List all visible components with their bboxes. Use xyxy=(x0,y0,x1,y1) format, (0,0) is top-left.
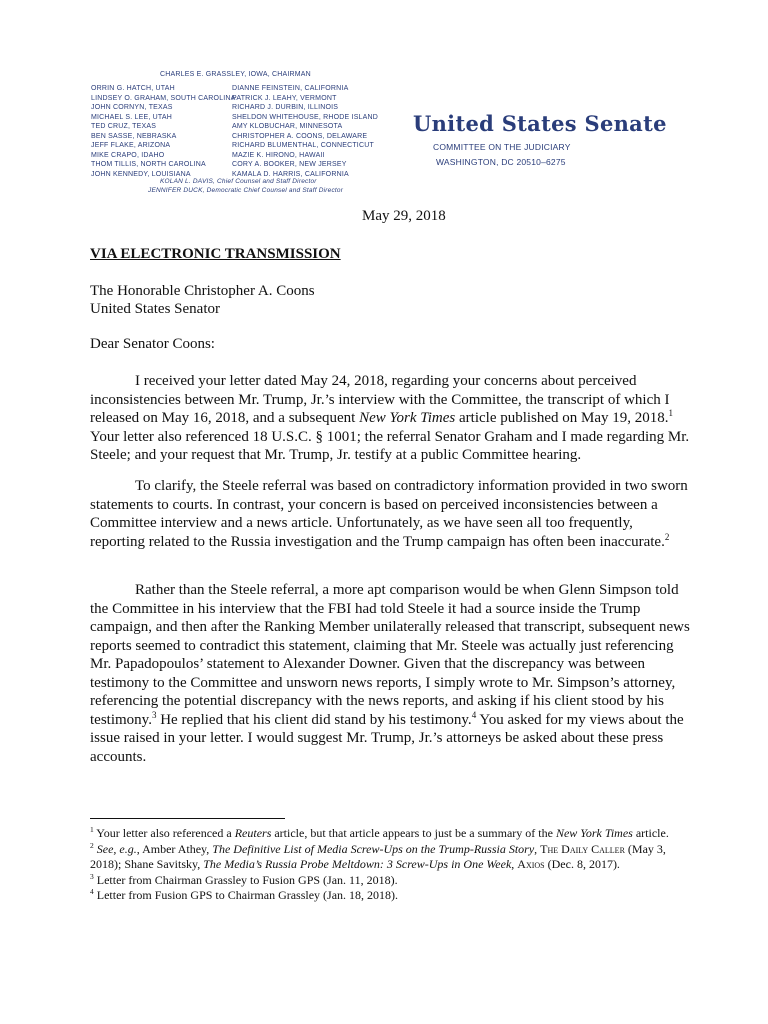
footnote-4: $^4$ Letter from Fusion GPS to Chairman Grassley (Jan. 18, 2018). xyxy=(90,887,399,902)
member-name: THOM TILLIS, NORTH CAROLINA xyxy=(91,161,206,168)
member-name: MIKE CRAPO, IDAHO xyxy=(91,151,165,159)
member-name: LINDSEY O. GRAHAM, SOUTH CAROLINA xyxy=(91,94,236,102)
member-name: MICHAEL S. LEE, UTAH xyxy=(91,113,173,121)
majority-members-list xyxy=(91,84,236,179)
member-name: SHELDON WHITEHOUSE, RHODE ISLAND xyxy=(232,113,379,121)
footnote-ref-1: 1 xyxy=(668,408,674,418)
addressee-title: United States Senator xyxy=(90,301,220,317)
letterhead xyxy=(0,0,768,200)
footnote-2: $^2$ See, e.g., Amber Athey, The Definitive List of Media Screw-Ups on the Trump-Russia Story, The Daily Caller (May 3, 2018); Shane Savitsky, The Media’s Russia Probe Meltdown: 3 Screw-Ups in One Week, Axios (Dec. 8, 2017). xyxy=(90,840,666,871)
member-name: TED CRUZ, TEXAS xyxy=(91,123,157,130)
committee-name: COMMITTEE ON THE JUDICIARY xyxy=(433,142,571,152)
addressee-block xyxy=(90,282,315,318)
body-paragraph-2: To clarify, the Steele referral was based on contradictory information provided in two sworn statements to courts. In contrast, your concern is based on perceived inconsistencies between a Committee interview and a news article. Unfortunately, as we have seen all too frequently, reporting related to the Russia investigation and the Trump campaign has often been inaccurate.$^2$ xyxy=(90,478,688,550)
footnote-divider xyxy=(90,818,285,819)
member-name: AMY KLOBUCHAR, MINNESOTA xyxy=(232,123,343,130)
member-name: JOHN CORNYN, TEXAS xyxy=(91,104,173,111)
footnote-ref-4: 4 xyxy=(471,709,477,720)
member-name: PATRICK J. LEAHY, VERMONT xyxy=(232,94,337,102)
member-name: JEFF FLAKE, ARIZONA xyxy=(91,142,171,149)
senate-wordmark: United States Senate xyxy=(413,111,667,136)
salutation: Dear Senator Coons: xyxy=(90,336,215,352)
footnote-ref-2: 2 xyxy=(664,531,670,542)
footnotes xyxy=(90,826,690,904)
footnote-ref-3: 3 xyxy=(151,709,157,720)
member-name: JOHN KENNEDY, LOUISIANA xyxy=(91,170,191,178)
minority-members-list xyxy=(232,84,378,179)
staff-director-line: KOLAN L. DAVIS, Chief Counsel and Staff Director xyxy=(160,178,317,185)
member-name: MAZIE K. HIRONO, HAWAII xyxy=(232,151,325,159)
body-paragraph-1: I received your letter dated May 24, 2018, regarding your concerns about perceived inconsistencies between Mr. Trump, Jr.’s interview with the Committee, the transcript of which I released on May 16, 2018, and a subsequent New York Times article published on May 19, 2018.$^1$ Your letter also referenced 18 U.S.C. § 1001; the referral Senator Graham and I made regarding Mr. Steele; and your request that Mr. Trump, Jr. testify at a public Committee hearing. xyxy=(90,373,690,463)
member-name: RICHARD J. DURBIN, ILLINOIS xyxy=(232,104,339,111)
member-name: RICHARD BLUMENTHAL, CONNECTICUT xyxy=(232,142,374,149)
member-name: DIANNE FEINSTEIN, CALIFORNIA xyxy=(232,85,349,92)
committee-address: WASHINGTON, DC 20510–6275 xyxy=(436,157,566,167)
member-name: KAMALA D. HARRIS, CALIFORNIA xyxy=(232,170,349,178)
transmission-heading: VIA ELECTRONIC TRANSMISSION xyxy=(90,246,341,262)
footnote-3: $^3$ Letter from Chairman Grassley to Fusion GPS (Jan. 11, 2018). xyxy=(90,871,398,887)
member-name: ORRIN G. HATCH, UTAH xyxy=(91,85,175,92)
member-name: CHRISTOPHER A. COONS, DELAWARE xyxy=(232,132,368,140)
addressee-name: The Honorable Christopher A. Coons xyxy=(90,283,315,299)
footnote-1: $^1$ Your letter also referenced a Reuters article, but that article appears to just be a summary of the New York Times article. xyxy=(90,825,669,840)
member-name: BEN SASSE, NEBRASKA xyxy=(91,132,177,140)
minority-staff-director-line: JENNIFER DUCK, Democratic Chief Counsel and Staff Director xyxy=(148,187,344,194)
member-name: CORY A. BOOKER, NEW JERSEY xyxy=(232,161,347,168)
body-paragraph-3: Rather than the Steele referral, a more apt comparison would be when Glenn Simpson told the Committee in his interview that the FBI had told Steele it had a source inside the Trump campaign, and then after the Ranking Member unilaterally released that transcript, subsequent news reports seemed to contradict this statement, claiming that Mr. Steele was actually just referencing Mr. Papadopoulos’ statement to Alexander Downer. Given that the discrepancy was between testimony to the Committee and unsworn news reports, I simply wrote to Mr. Simpson’s attorney, referencing the potential discrepancy with the news reports, and asking if his client stood by his testimony.$^3$ He replied that his client did stand by his testimony.$^4$ You asked for my views about the issue raised in your letter. I would suggest Mr. Trump, Jr.’s attorneys be asked about these press accounts. xyxy=(90,582,690,765)
letter-date: May 29, 2018 xyxy=(362,208,446,224)
chairman-line: CHARLES E. GRASSLEY, IOWA, CHAIRMAN xyxy=(160,71,311,78)
